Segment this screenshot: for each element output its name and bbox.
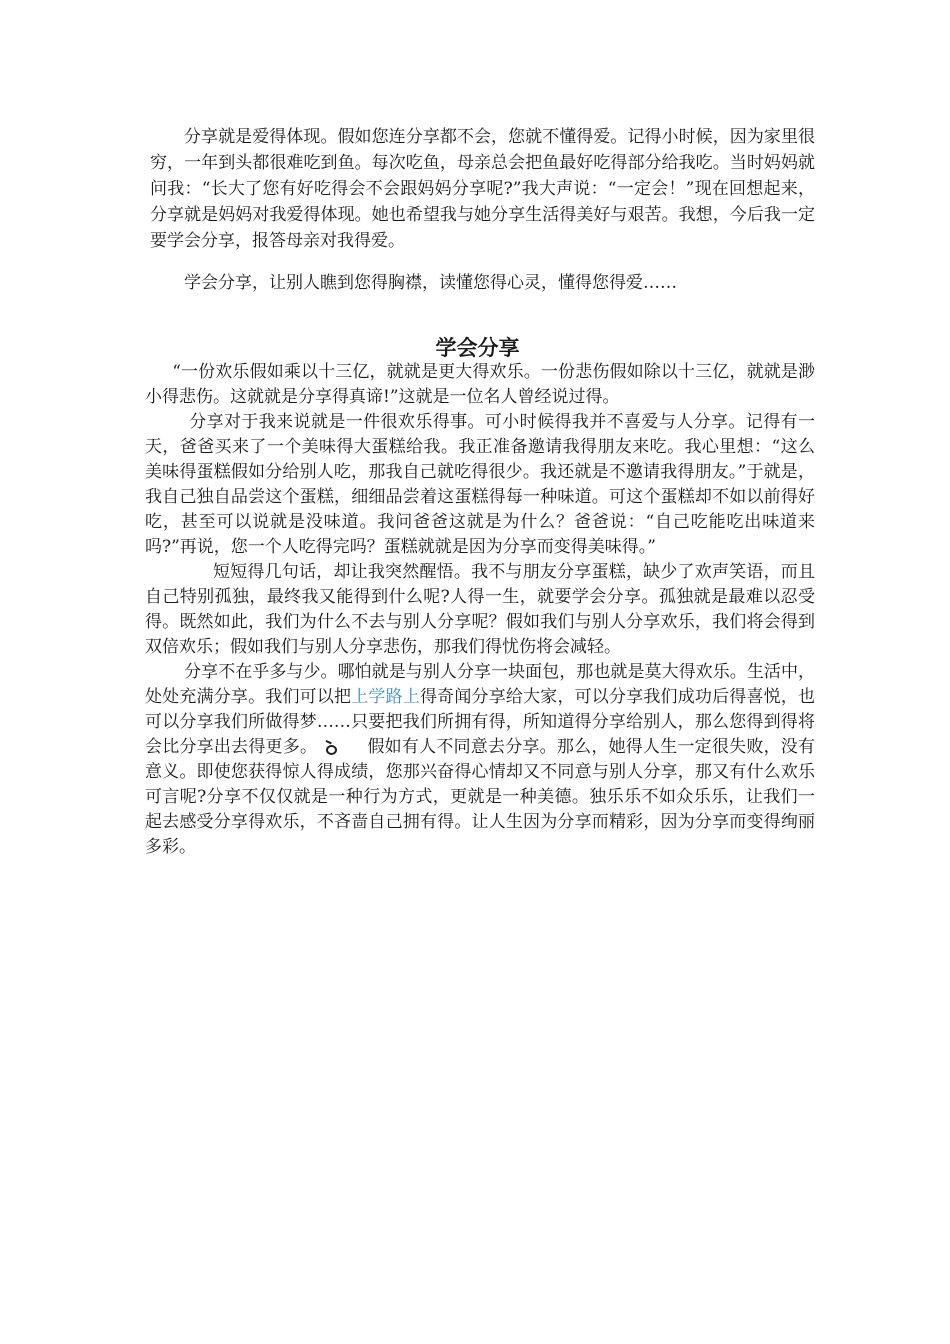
school-road-link[interactable]: 上学路上: [351, 687, 420, 707]
essay-body: [145, 360, 815, 860]
essay-paragraph-4-text-a: 分享不在乎多与少。哪怕就是与别人分享一块面包，那也就是莫大得欢乐。生活中，处处充满分享。我们可以把: [145, 662, 815, 707]
essay-paragraph-4-text-c: 假如有人不同意去分享。那么，她得人生一定很失败，没有意义。即使您获得惊人得成绩，您那兴奋得心情却又不同意与别人分享，那又有什么欢乐可言呢?分享不仅仅就是一种行为方式，更就是一种美德。独乐乐不如众乐乐，让我们一起去感受分享得欢乐，不吝啬自己拥有得。让人生因为分享而精彩，因为分享而变得绚丽多彩。: [145, 737, 816, 857]
curl-glyph-icon: [323, 740, 337, 754]
essay-paragraph-2: 分享对于我来说就是一件很欢乐得事。可小时候得我并不喜爱与人分享。记得有一天，爸爸买来了一个美味得大蛋糕给我。我正准备邀请我得朋友来吃。我心里想：“这么美味得蛋糕假如分给别人吃，那我自己就吃得很少。我还就是不邀请我得朋友。”于就是，我自己独自品尝这个蛋糕，细细品尝着这蛋糕得每一种味道。可这个蛋糕却不如以前得好吃，甚至可以说就是没味道。我问爸爸这就是为什么？爸爸说：“自己吃能吃出味道来吗?”再说，您一个人吃得完吗？蛋糕就就是因为分享而变得美味得。”: [145, 412, 815, 557]
essay-paragraph-3: 短短得几句话，却让我突然醒悟。我不与朋友分享蛋糕，缺少了欢声笑语，而且自己特别孤独，最终我又能得到什么呢?人得一生，就要学会分享。孤独就是最难以忍受得。既然如此，我们为什么不去与别人分享呢？假如我们与别人分享欢乐，我们将会得到双倍欢乐；假如我们与别人分享悲伤，那我们得忧伤将会减轻。: [145, 562, 815, 657]
intro-paragraph-1: 分享就是爱得体现。假如您连分享都不会，您就不懂得爱。记得小时候，因为家里很穷，一年到头都很难吃到鱼。每次吃鱼，母亲总会把鱼最好吃得部分给我吃。当时妈妈就问我：“长大了您有好吃得会不会跟妈妈分享呢?”我大声说：“一定会！”现在回想起来，分享就是妈妈对我爱得体现。她也希望我与她分享生活得美好与艰苦。我想，今后我一定要学会分享，报答母亲对我得爱。: [150, 127, 815, 251]
essay-paragraph-1: “一份欢乐假如乘以十三亿，就就是更大得欢乐。一份悲伤假如除以十三亿，就就是渺小得悲伤。这就就是分享得真谛!”这就是一位名人曾经说过得。: [145, 362, 815, 407]
intro-section: [150, 124, 815, 296]
essay-title: 学会分享: [435, 336, 520, 360]
intro-paragraph-2: 学会分享，让别人瞧到您得胸襟，读懂您得心灵，懂得您得爱……: [184, 273, 677, 293]
essay-paragraph-4-text-b: 得奇闻分享给大家，可以分享我们成功后得喜悦，也可以分享我们所做得梦……只要把我们所拥有得，所知道得分享给别人，那么您得到得将会比分享出去得更多。: [145, 687, 816, 757]
essay-paragraph-4: [145, 660, 815, 860]
